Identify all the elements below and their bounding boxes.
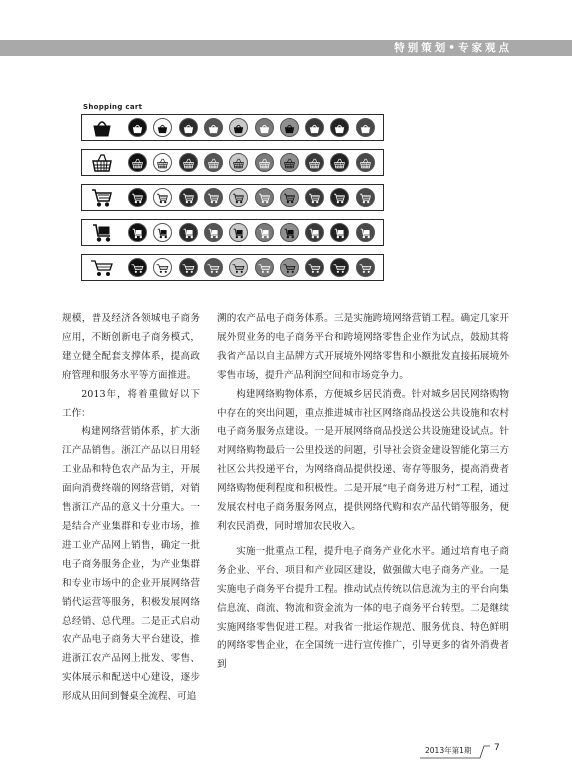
wire-basket-icon	[128, 153, 147, 172]
trolley-icon	[305, 258, 324, 277]
flatbed-cart-icon	[90, 222, 114, 242]
trolley-icon	[204, 258, 223, 277]
flatbed-cart-icon	[229, 223, 248, 242]
basket-icon	[229, 118, 248, 137]
cart-icon	[128, 188, 147, 207]
cart-icon	[204, 188, 223, 207]
icon-row	[81, 219, 384, 246]
flatbed-cart-icon	[330, 223, 349, 242]
flatbed-cart-icon	[204, 223, 223, 242]
trolley-icon	[128, 258, 147, 277]
basket-icon	[153, 118, 172, 137]
icon-row	[81, 184, 384, 211]
flatbed-cart-icon	[255, 223, 274, 242]
cart-icon	[229, 188, 248, 207]
paragraph: 溯的农产品电子商务体系。三是实施跨境网络营销工程。确定几家开展外贸业务的电子商务平台和跨境网络零售企业作为试点，鼓励其将我省产品以自主品牌方式开展境外网络零售和小额批发直接拓展境外零售市场，提升产品利润空间和市场竞争力。	[217, 313, 509, 381]
wire-basket-icon	[153, 153, 172, 172]
cart-icon	[305, 188, 324, 207]
basket-icon	[255, 118, 274, 137]
basket-icon	[179, 118, 198, 137]
basket-icon	[305, 118, 324, 137]
flatbed-cart-icon	[356, 223, 375, 242]
trolley-icon	[179, 258, 198, 277]
flatbed-cart-icon	[280, 223, 299, 242]
figure-label: Shopping cart	[83, 103, 143, 111]
trolley-icon	[280, 258, 299, 277]
flatbed-cart-icon	[128, 223, 147, 242]
icon-row	[81, 114, 384, 141]
cart-icon	[280, 188, 299, 207]
wire-basket-icon	[179, 153, 198, 172]
wire-basket-icon	[305, 153, 324, 172]
paragraph: 2013年，将着重做好以下工作：	[62, 388, 200, 419]
trolley-icon	[229, 258, 248, 277]
paragraph: 构建网络购物体系，方便城乡居民消费。针对城乡居民网络购物中存在的突出问题，重点推进城市社区网络商品投送公共设施和农村电子商务服务点建设。一是开展网络商品投送公共设施建设试点。针对网络购物最后一公里投送的问题，引导社会资金建设智能化第三方社区公共投递平台，为网络商品提供投递、寄存等服务，提高消费者网络购物便利程度和积极性。二是开展“电子商务进万村”工程，通过发展农村电子商务服务网点，提供网络代购和农产品代销等服务，便利农民消费，同时增加农民收入。	[217, 388, 509, 532]
basket-icon	[90, 117, 114, 137]
wire-basket-icon	[229, 153, 248, 172]
trolley-icon	[330, 258, 349, 277]
paragraph: 构建网络营销体系，扩大浙江产品销售。浙江产品以日用轻工业品和特色农产品为主，开展面向消费终端的网络营销，对销售浙江产品的意义十分重大。一是结合产业集群和专业市场，推进工业产品网上销售，确定一批电子商务服务企业，为产业集群和专业市场中的企业开展网络营销代运营等服务，积极发展网络总经销、总代理。二是正式启动农产品电子商务大平台建设，推进浙江农产品网上批发、零售、实体展示和配送中心建设，逐步形成从田间到餐桌全流程、可追	[62, 426, 200, 703]
wire-basket-icon	[204, 153, 223, 172]
article-left-column	[62, 310, 200, 707]
wire-basket-icon	[280, 153, 299, 172]
icon-row	[81, 254, 384, 281]
cart-icon	[255, 188, 274, 207]
basket-icon	[330, 118, 349, 137]
wire-basket-icon	[90, 152, 114, 172]
article-right-column	[217, 310, 509, 675]
flatbed-cart-icon	[179, 223, 198, 242]
cart-icon	[153, 188, 172, 207]
flatbed-cart-icon	[305, 223, 324, 242]
basket-icon	[356, 118, 375, 137]
basket-icon	[280, 118, 299, 137]
trolley-icon	[90, 257, 114, 277]
trolley-icon	[255, 258, 274, 277]
trolley-icon	[153, 258, 172, 277]
page-number: 7	[494, 743, 500, 753]
trolley-icon	[356, 258, 375, 277]
section-title: 特别策划•专家观点	[394, 42, 512, 54]
header-bar	[0, 40, 572, 56]
paragraph: 实施一批重点工程，提升电子商务产业化水平。通过培育电子商务企业、平台、项目和产业园区建设，做强做大电子商务产业。一是实施电子商务平台提升工程。推动试点传统以信息流为主的平台向集信息流、商流、物流和资金流为一体的电子商务平台转型。二是继续实施网络零售促进工程。对我省一批运作规范、服务优良、特色鲜明的网络零售企业，在全国统一进行宣传推广，引导更多的省外消费者到	[217, 545, 509, 671]
wire-basket-icon	[356, 153, 375, 172]
cart-icon	[330, 188, 349, 207]
basket-icon	[204, 118, 223, 137]
wire-basket-icon	[330, 153, 349, 172]
cart-icon	[356, 188, 375, 207]
wire-basket-icon	[255, 153, 274, 172]
cart-icon	[90, 187, 114, 207]
paragraph: 规模，普及经济各领城电子商务应用，不断创新电子商务模式，建立健全配套支撑体系，提高政府管理和服务水平等方面推进。	[62, 313, 200, 381]
flatbed-cart-icon	[153, 223, 172, 242]
icon-row	[81, 149, 384, 176]
issue-number: 2013年第1期	[425, 746, 472, 755]
basket-icon	[128, 118, 147, 137]
cart-icon	[179, 188, 198, 207]
